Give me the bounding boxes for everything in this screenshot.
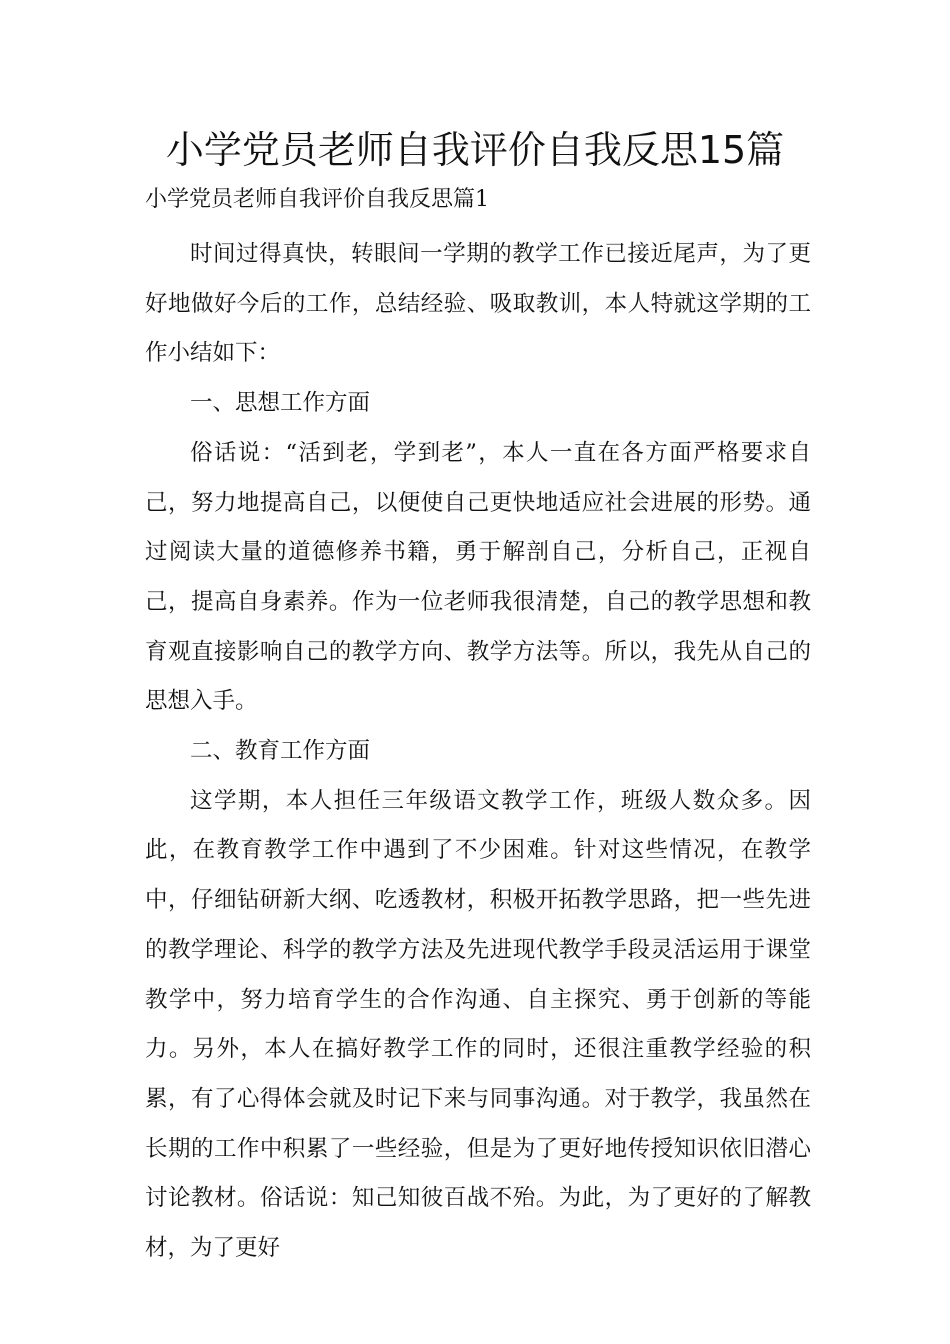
paragraph-intro: 时间过得真快，转眼间一学期的教学工作已接近尾声，为了更好地做好今后的工作，总结经验、吸取教训，本人特就这学期的工作小结如下：	[145, 241, 811, 367]
paragraph-heading-education: 二、教育工作方面	[190, 738, 371, 765]
section-heading: 小学党员老师自我评价自我反思篇1	[145, 187, 489, 212]
paragraph-thought-work: 俗话说：“活到老，学到老”，本人一直在各方面严格要求自己，努力地提高自己，以便使自己更快地适应社会进展的形势。通过阅读大量的道德修养书籍，勇于解剖自己，分析自己，正视自己，提高自身素养。作为一位老师我很清楚，自己的教学思想和教育观直接影响自己的教学方向、教学方法等。所以，我先从自己的思想入手。	[145, 439, 811, 715]
paragraph-heading-thought: 一、思想工作方面	[190, 390, 371, 417]
document-body	[145, 230, 811, 1274]
document-title: 小学党员老师自我评价自我反思15篇	[165, 128, 785, 172]
paragraph-education-work: 这学期，本人担任三年级语文教学工作，班级人数众多。因此，在教育教学工作中遇到了不少困难。针对这些情况，在教学中，仔细钻研新大纲、吃透教材，积极开拓教学思路，把一些先进的教学理论、科学的教学方法及先进现代教学手段灵活运用于课堂教学中，努力培育学生的合作沟通、自主探究、勇于创新的等能力。另外，本人在搞好教学工作的同时，还很注重教学经验的积累，有了心得体会就及时记下来与同事沟通。对于教学，我虽然在长期的工作中积累了一些经验，但是为了更好地传授知识依旧潜心讨论教材。俗话说：知己知彼百战不殆。为此，为了更好的了解教材，为了更好	[145, 787, 811, 1262]
